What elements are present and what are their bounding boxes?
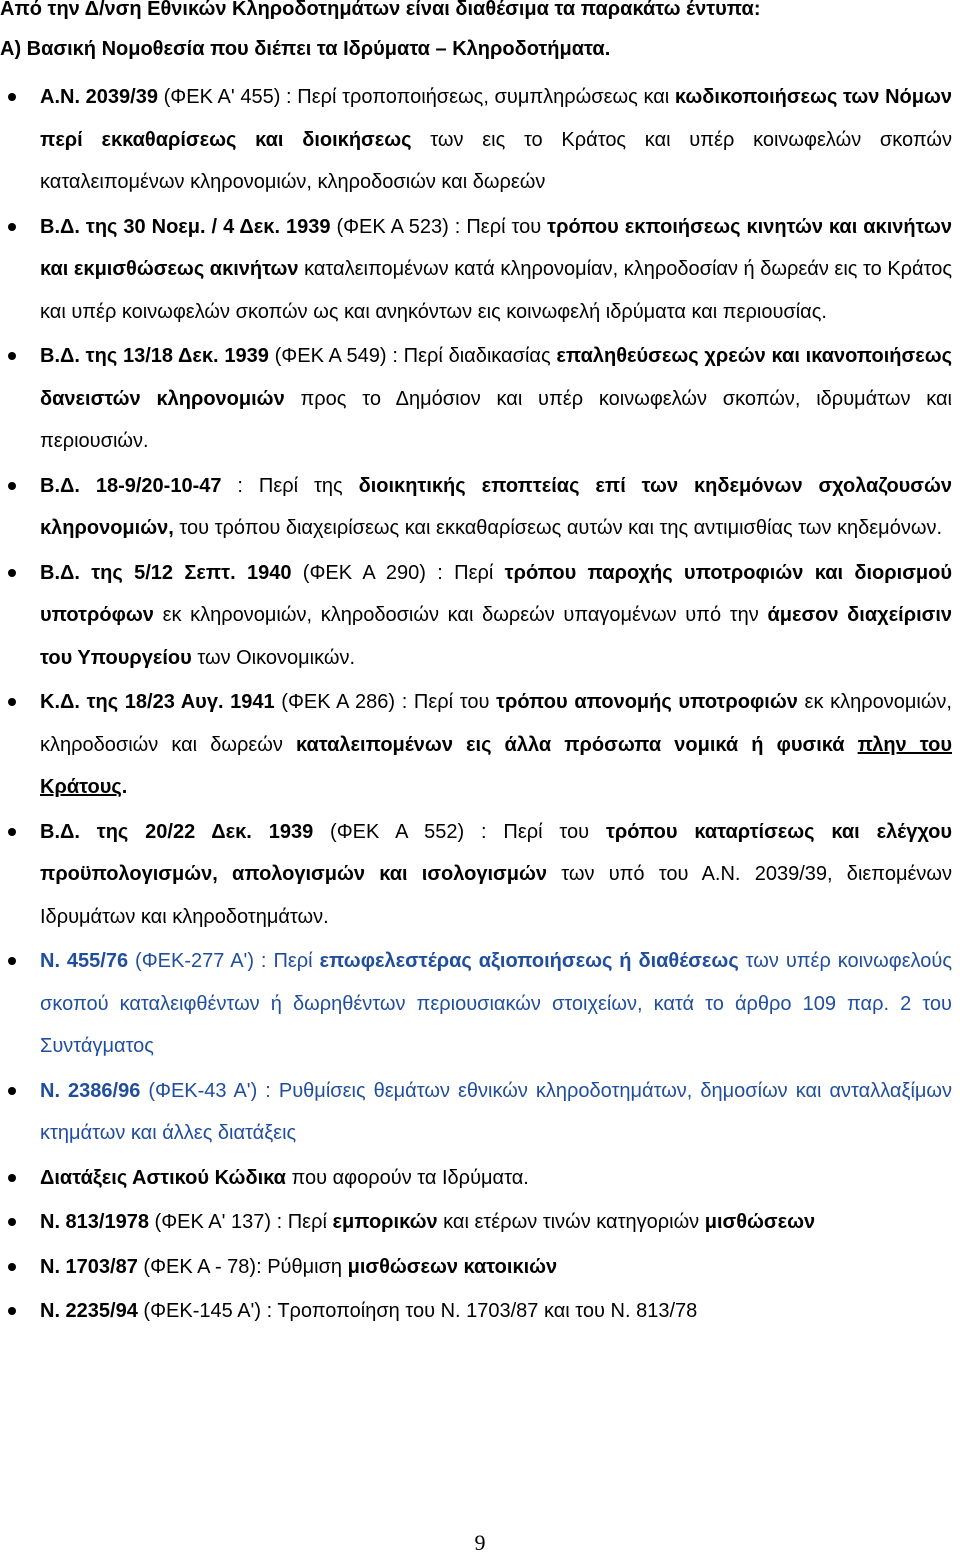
- bullet-icon: [8, 569, 16, 577]
- bullet-icon: [8, 1174, 16, 1182]
- item-text-bold: τρόπου παροχής υποτροφιών και διορισμού υποτρόφων: [40, 561, 952, 626]
- gazette-reference: (ΦΕΚ Α - 78):: [137, 1255, 268, 1278]
- item-text-bold: καταλειπομένων εις άλλα πρόσωπα νομικά ή φυσικά: [295, 733, 858, 756]
- gazette-reference: (ΦΕΚ Α 552) :: [313, 820, 504, 843]
- list-item: [0, 552, 960, 680]
- item-text: των υπό του Α.Ν. 2039/39, διεπομένων Ιδρυμάτων και κληροδοτημάτων.: [40, 863, 952, 928]
- item-text: Περί διαδικασίας: [403, 345, 557, 367]
- item-text-bold: κωδικοποιήσεως των Νόμων περί εκκαθαρίσεως και διοικήσεως: [40, 86, 952, 151]
- list-item: [0, 335, 960, 463]
- item-text: Περί της: [258, 474, 359, 497]
- item-text: των εις το Κράτος και υπέρ κοινωφελών σκοπών καταλειπομένων κληρονομιών, κληροδοσιών και δωρεών: [40, 128, 953, 193]
- item-text: των Οικονομικών.: [191, 646, 356, 669]
- bullet-icon: [8, 482, 16, 490]
- item-text: Περί του: [466, 215, 548, 238]
- item-text: Περί του: [413, 691, 497, 713]
- bullet-icon: [8, 1263, 16, 1271]
- gazette-reference: (ΦΕΚ Α 286) :: [274, 691, 414, 713]
- list-item: [0, 206, 960, 334]
- list-item: [0, 1201, 960, 1244]
- item-text-bold: τρόπου εκποιήσεως κινητών και ακινήτων και εκμισθώσεως ακινήτων: [40, 215, 952, 280]
- bullet-icon: [8, 352, 16, 360]
- gazette-reference: (ΦΕΚ Α 549) :: [268, 345, 404, 367]
- law-reference: Α.Ν. 2039/39: [40, 86, 158, 108]
- item-text: και ετέρων τινών κατηγοριών: [437, 1211, 705, 1233]
- item-text-bold: Διατάξεις Αστικού Κώδικα: [40, 1166, 286, 1189]
- item-text: Περί του: [503, 820, 606, 843]
- bullet-icon: [8, 93, 16, 101]
- list-item: [0, 465, 960, 550]
- bullet-icon: [8, 828, 16, 836]
- bullet-icon: [8, 1218, 16, 1226]
- item-text: Περί τροποποιήσεως, συμπληρώσεως και: [297, 86, 675, 108]
- item-text: Περί: [454, 561, 505, 584]
- bullet-icon: [8, 1087, 16, 1095]
- item-text: του τρόπου διαχειρίσεως και εκκαθαρίσεως αυτών και της αντιμισθίας των κηδεμόνων.: [173, 517, 942, 539]
- list-item: [0, 1246, 960, 1289]
- item-text-bold: εμπορικών: [332, 1211, 438, 1233]
- gazette-reference: (ΦΕΚ-277 Α') :: [128, 950, 274, 972]
- item-text: που αφορούν τα Ιδρύματα.: [285, 1166, 529, 1189]
- item-text-underlined: πλην του Κράτους: [40, 733, 952, 798]
- gazette-reference: :: [221, 474, 259, 497]
- legislation-list: [0, 76, 960, 1335]
- list-item: [0, 1290, 960, 1333]
- law-reference: Ν. 813/1978: [40, 1211, 149, 1233]
- item-text: καταλειπομένων κατά κληρονομίαν, κληροδοσίαν ή δωρεάν εις το Κράτος και υπέρ κοινωφελών σκοπών ως και ανηκόντων εις κοινωφελή ιδρύματα και περιουσίας.: [40, 258, 952, 323]
- list-item: [0, 76, 960, 204]
- law-reference: Β.Δ. της 20/22 Δεκ. 1939: [40, 820, 314, 843]
- law-reference: Κ.Δ. της 18/23 Αυγ. 1941: [40, 691, 275, 713]
- law-reference: Β.Δ. της 13/18 Δεκ. 1939: [40, 345, 269, 367]
- list-item: [0, 681, 960, 809]
- law-reference: Ν. 1703/87: [40, 1255, 138, 1278]
- law-reference: Β.Δ. της 5/12 Σεπτ. 1940: [40, 561, 292, 584]
- list-item: [0, 811, 960, 939]
- bullet-icon: [8, 1307, 16, 1315]
- item-text-bold: τρόπου απονομής υποτροφιών: [496, 691, 798, 713]
- item-text: Ρυθμίσεις θεμάτων εθνικών κληροδοτημάτων, δημοσίων και ανταλλαξίμων κτημάτων και άλλες διατάξεις: [40, 1079, 953, 1144]
- law-reference: Β.Δ. 18-9/20-10-47: [40, 474, 222, 497]
- law-reference: Β.Δ. της 30 Νοεμ. / 4 Δεκ. 1939: [40, 215, 331, 238]
- item-text-bold: επαληθεύσεως χρεών και ικανοποιήσεως δανειστών κληρονομιών: [40, 345, 952, 410]
- list-item: [0, 1070, 960, 1155]
- bullet-icon: [8, 223, 16, 231]
- list-item: [0, 940, 960, 1068]
- item-text: Ρύθμιση: [267, 1255, 348, 1278]
- intro-line-2: Α) Βασική Νομοθεσία που διέπει τα Ιδρύματα – Κληροδοτήματα.: [0, 38, 611, 60]
- item-text: εκ κληρονομιών, κληροδοσιών και δωρεών: [40, 691, 952, 756]
- page-number: 9: [474, 1530, 486, 1555]
- gazette-reference: (ΦΕΚ Α 523) :: [330, 215, 467, 238]
- bullet-icon: [8, 957, 16, 965]
- item-text-bold: μισθώσεων κατοικιών: [347, 1255, 558, 1278]
- bullet-icon: [8, 698, 16, 706]
- gazette-reference: (ΦΕΚ Α' 137) :: [148, 1211, 288, 1233]
- law-reference: Ν. 455/76: [40, 950, 129, 972]
- gazette-reference: (ΦΕΚ-145 Α') :: [137, 1300, 278, 1322]
- item-text: εκ κληρονομιών, κληροδοσιών και δωρεών υπαγομένων υπό την: [153, 604, 768, 626]
- item-text: προς το Δημόσιον και υπέρ κοινωφελών σκοπών, ιδρυμάτων και περιουσιών.: [40, 387, 953, 452]
- item-text-bold: άμεσον διαχείρισιν του Υπουργείου: [40, 604, 952, 669]
- law-reference: Ν. 2386/96: [40, 1079, 141, 1102]
- item-text: Τροποποίηση του Ν. 1703/87 και του Ν. 813/78: [277, 1300, 698, 1322]
- gazette-reference: (ΦΕΚ Α' 455) :: [157, 86, 298, 108]
- item-text-bold: .: [121, 776, 128, 798]
- item-text: Περί: [273, 950, 320, 972]
- item-text: Περί: [287, 1211, 333, 1233]
- intro-line-1: Από την Δ/νση Εθνικών Κληροδοτημάτων είναι διαθέσιμα τα παρακάτω έντυπα:: [0, 0, 761, 20]
- list-item: [0, 1157, 960, 1200]
- item-text-bold: διοικητικής εποπτείας επί των κηδεμόνων σχολαζουσών κληρονομιών,: [40, 474, 952, 539]
- item-text-bold: επωφελεστέρας αξιοποιήσεως ή διαθέσεως: [319, 950, 739, 972]
- item-text-bold: μισθώσεων: [704, 1211, 816, 1233]
- gazette-reference: (ΦΕΚ Α 290) :: [291, 561, 455, 584]
- item-text: των υπέρ κοινωφελούς σκοπού καταλειφθέντων ή δωρηθέντων περιουσιακών στοιχείων, κατά το άρθρο 109 παρ. 2 του Συντάγματος: [40, 950, 953, 1057]
- item-text-bold: τρόπου καταρτίσεως και ελέγχου προϋπολογισμών, απολογισμών και ισολογισμών: [40, 820, 952, 885]
- gazette-reference: (ΦΕΚ-43 Α') :: [140, 1079, 279, 1102]
- law-reference: Ν. 2235/94: [40, 1300, 138, 1322]
